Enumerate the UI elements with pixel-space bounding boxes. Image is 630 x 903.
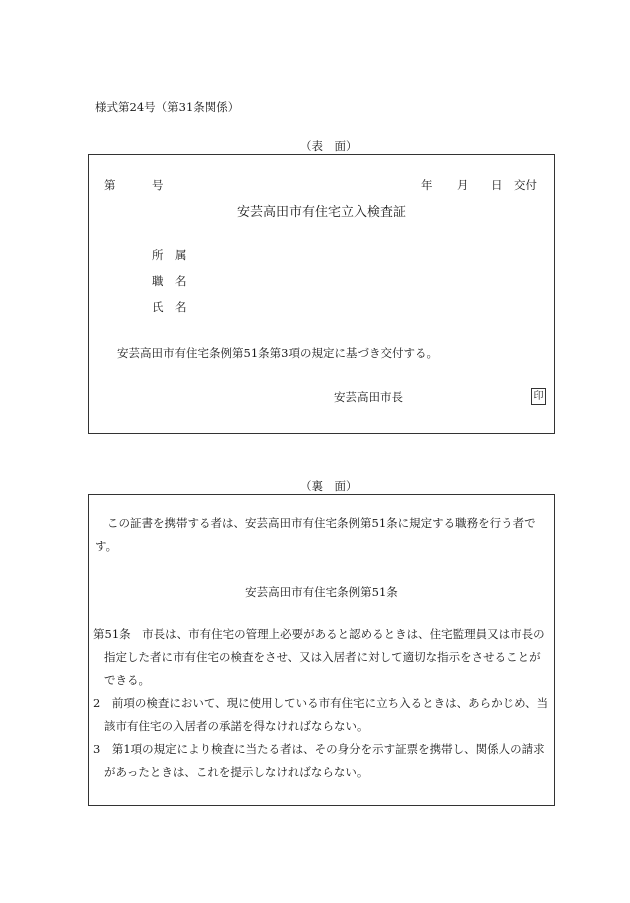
front-side-heading: （表 面） — [300, 139, 358, 153]
front-card — [88, 154, 555, 434]
certificate-title: 安芸高田市有住宅立入検査証 — [236, 205, 406, 220]
date-day: 日 — [491, 178, 503, 192]
article-51-line-2: 指定した者に市有住宅の検査をさせ、又は入居者に対して適切な指示をさせることが — [104, 650, 541, 664]
number-go: 号 — [152, 178, 164, 192]
paragraph-2-line-1: 2 前項の検査において、現に使用している市有住宅に立ち入るときは、あらかじめ、当 — [93, 696, 549, 710]
date-month: 月 — [457, 178, 469, 192]
law-title: 安芸高田市有住宅条例第51条 — [245, 585, 398, 599]
article-51-line-3: できる。 — [104, 673, 150, 687]
intro-line-1: この証書を携帯する者は、安芸高田市有住宅条例第51条に規定する職務を行う者で — [107, 516, 536, 530]
paragraph-3-line-2: があったときは、これを提示しなければならない。 — [104, 765, 369, 779]
date-issued: 交付 — [514, 178, 537, 192]
seal-mark: 印 — [531, 388, 546, 405]
field-position: 職 名 — [152, 274, 187, 288]
paragraph-3-line-1: 3 第1項の規定により検査に当たる者は、その身分を示す証票を携帯し、関係人の請求 — [93, 742, 545, 756]
issuer-mayor: 安芸高田市長 — [334, 390, 403, 404]
field-affiliation: 所 属 — [152, 248, 187, 262]
form-number-label: 様式第24号（第31条関係） — [95, 100, 240, 114]
date-year: 年 — [421, 178, 433, 192]
intro-line-2: す。 — [95, 539, 118, 553]
field-name: 氏 名 — [152, 300, 187, 314]
paragraph-2-line-2: 該市有住宅の入居者の承諾を得なければならない。 — [104, 719, 369, 733]
article-51-line-1: 第51条 市長は、市有住宅の管理上必要があると認めるときは、住宅監理員又は市長の — [93, 627, 545, 641]
back-side-heading: （裏 面） — [300, 479, 358, 493]
issuance-basis: 安芸高田市有住宅条例第51条第3項の規定に基づき交付する。 — [117, 346, 438, 360]
number-dai: 第 — [104, 178, 116, 192]
